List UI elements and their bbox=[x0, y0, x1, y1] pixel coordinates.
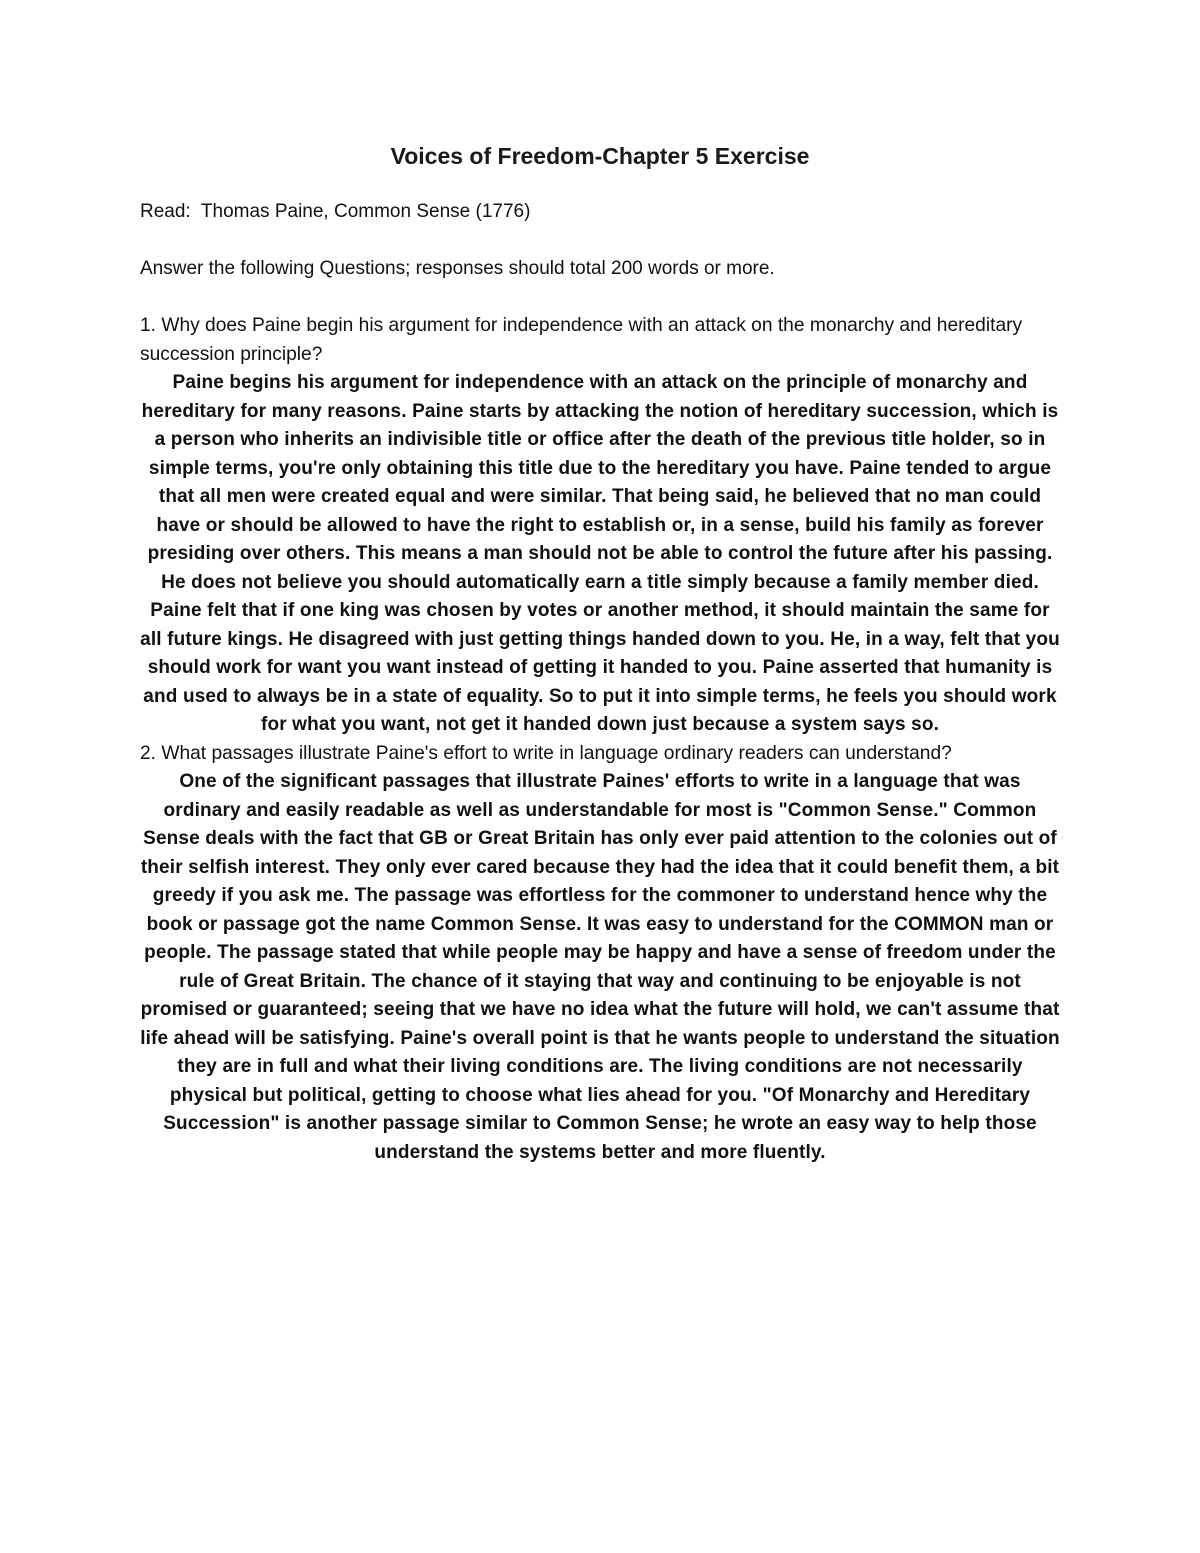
document-title: Voices of Freedom-Chapter 5 Exercise bbox=[390, 143, 810, 169]
read-assignment: Read: Thomas Paine, Common Sense (1776) bbox=[140, 201, 531, 222]
question-block-2 bbox=[140, 740, 1060, 1168]
question-1: 1. Why does Paine begin his argument for independence with an attack on the monarchy and hereditary succession principle? bbox=[140, 315, 1023, 365]
question-block-1 bbox=[140, 312, 1060, 740]
answer-2: One of the significant passages that illustrate Paines' efforts to write in a language that was ordinary and easily readable as well as understandable for most is "Common Sense." Common Sense deals with the fact that GB or Great Britain has only ever paid attention to the colonies out of their selfish interest. They only ever cared because they had the idea that it could benefit them, a bit greedy if you ask me. The passage was effortless for the commoner to understand hence why the book or passage got the name Common Sense. It was easy to understand for the COMMON man or people. The passage stated that while people may be happy and have a sense of freedom under the rule of Great Britain. The chance of it staying that way and continuing to be enjoyable is not promised or guaranteed; seeing that we have no idea what the future will hold, we can't assume that life ahead will be satisfying. Paine's overall point is that he wants people to understand the situation they are in full and what their living conditions are. The living conditions are not necessarily physical but political, getting to choose what lies ahead for you. "Of Monarchy and Hereditary Succession" is another passage similar to Common Sense; he wrote an easy way to help those understand the systems better and more fluently. bbox=[140, 771, 1060, 1163]
document-page bbox=[140, 138, 1060, 1167]
answer-1: Paine begins his argument for independence with an attack on the principle of monarchy and hereditary for many reasons. Paine starts by attacking the notion of hereditary succession, which is a person who inherits an indivisible title or office after the death of the previous title holder, so in simple terms, you're only obtaining this title due to the hereditary you have. Paine tended to argue that all men were created equal and were similar. That being said, he believed that no man could have or should be allowed to have the right to establish or, in a sense, build his family as forever presiding over others. This means a man should not be able to control the future after his passing. He does not believe you should automatically earn a title simply because a family member died. Paine felt that if one king was chosen by votes or another method, it should maintain the same for all future kings. He disagreed with just getting things handed down to you. He, in a way, felt that you should work for want you want instead of getting it handed to you. Paine asserted that humanity is and used to always be in a state of equality. So to put it into simple terms, he feels you should work for what you want, not get it handed down just because a system says so. bbox=[140, 372, 1060, 735]
instructions: Answer the following Questions; responses should total 200 words or more. bbox=[140, 258, 775, 279]
question-2: 2. What passages illustrate Paine's effort to write in language ordinary readers can understand? bbox=[140, 742, 952, 764]
